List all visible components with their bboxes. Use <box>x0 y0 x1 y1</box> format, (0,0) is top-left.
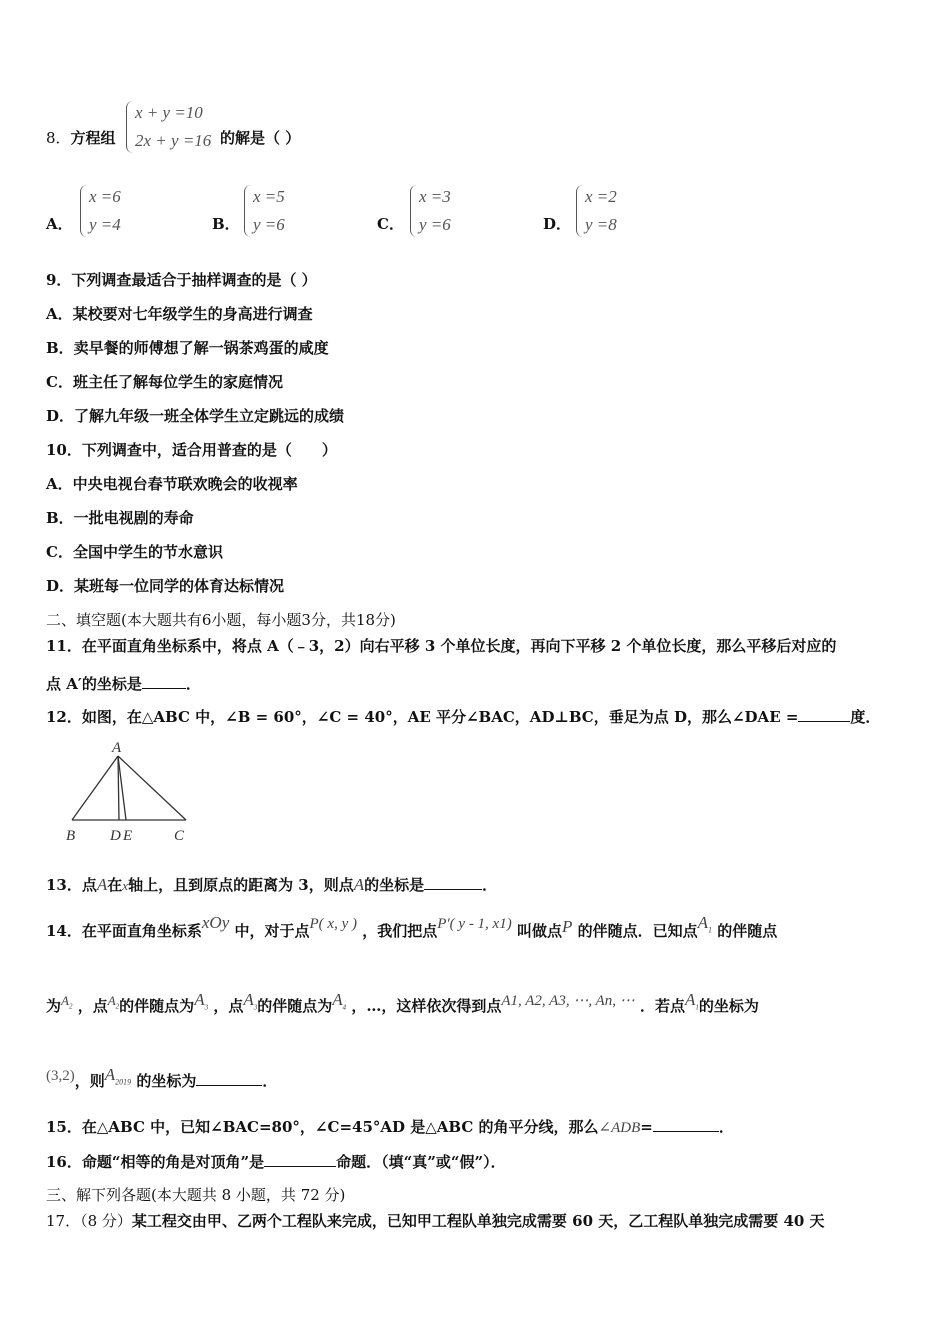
q8-option-b[interactable]: x =5 y =6 <box>244 183 285 239</box>
fig-label-e: E <box>123 828 133 844</box>
q10-option-c[interactable]: C．全国中学生的节水意识 <box>46 543 223 561</box>
q9-option-b[interactable]: B．卖早餐的师傅想了解一锅茶鸡蛋的咸度 <box>46 339 329 357</box>
q8-suffix: 的解是（ ） <box>220 129 301 147</box>
q17-text: 17．（8 分）某工程交由甲、乙两个工程队来完成，已知甲工程队单独完成需要 60 天，乙工程队单独完成需要 40 天 <box>46 1212 825 1230</box>
q8-stem: 8．方程组 <box>46 129 116 147</box>
q9-option-c[interactable]: C．班主任了解每位学生的家庭情况 <box>46 373 283 391</box>
q9-option-d[interactable]: D．了解九年级一班全体学生立定跳远的成绩 <box>46 407 345 425</box>
fig-label-b: B <box>66 828 76 844</box>
q12-answer-blank[interactable] <box>798 707 850 722</box>
q14-answer-blank[interactable] <box>196 1071 262 1086</box>
q14-line1: 14．在平面直角坐标系xOy 中，对于点P( x, y ) ，我们把点P′( y - 1, x1) 叫做点P 的伴随点．已知点$A_1$ 的伴随点 <box>46 913 778 940</box>
q8-option-c-label[interactable]: C． <box>377 215 404 233</box>
q8-option-b-label[interactable]: B． <box>212 215 240 233</box>
q8-system <box>126 99 211 155</box>
fig-label-c: C <box>174 828 185 844</box>
q10-stem: 10．下列调查中，适合用普查的是（ ） <box>46 441 337 459</box>
q10-option-a[interactable]: A．中央电视台春节联欢晚会的收视率 <box>46 475 298 493</box>
q8-option-a[interactable]: x =6 y =4 <box>80 183 121 239</box>
q8-eq2: 2x + y =16 <box>135 131 212 150</box>
q14-line2: 为$A_2$ ，点$A_2$的伴随点为$A_3$ ，点$A_3$的伴随点为$A_4$ ，…，这样依次得到点A1, A2, A3, ⋯, An, ⋯ ．若点$A_1$的坐标为 <box>46 990 759 1015</box>
q15-answer-blank[interactable] <box>653 1117 719 1132</box>
q10-option-d[interactable]: D．某班每一位同学的体育达标情况 <box>46 577 285 595</box>
q15-text: 15．在△ABC 中，已知∠BAC=80°，∠C=45°AD 是△ABC 的角平分线，那么∠ADB= ． <box>46 1118 734 1136</box>
section-3-heading: 三、解下列各题(本大题共 8 小题，共 72 分) <box>46 1186 346 1204</box>
q16-text: 16．命题“相等的角是对顶角”是 命题．（填“真”或“假”）． <box>46 1153 506 1171</box>
q16-answer-blank[interactable] <box>264 1152 336 1167</box>
q9-stem: 9．下列调查最适合于抽样调查的是（ ） <box>46 271 317 289</box>
q11-line2: 点 A′的坐标是 ． <box>46 675 201 693</box>
fig-label-d: D <box>110 828 121 844</box>
triangle-figure <box>60 738 200 848</box>
q10-option-b[interactable]: B．一批电视剧的寿命 <box>46 509 194 527</box>
q13-text: 13．点A在x轴上，且到原点的距离为 3，则点A的坐标是 ． <box>46 875 498 894</box>
q8-eq1: x + y =10 <box>135 103 203 122</box>
q8-option-d-label[interactable]: D． <box>543 215 572 233</box>
q13-answer-blank[interactable] <box>424 875 482 890</box>
fig-label-a: A <box>112 740 122 756</box>
q8-option-d[interactable]: x =2 y =8 <box>576 183 617 239</box>
q14-line3: (3,2)，则$A_{2019}$ 的坐标为 ． <box>46 1065 278 1090</box>
q12-text: 12．如图，在△ABC 中，∠B = 60°，∠C = 40°，AE 平分∠BAC，AD⊥BC，垂足为点 D，那么∠DAE = 度． <box>46 708 881 726</box>
q11-line1: 11．在平面直角坐标系中，将点 A（﹣3，2）向右平移 3 个单位长度，再向下平移 2 个单位长度，那么平移后对应的 <box>46 637 837 655</box>
q9-option-a[interactable]: A．某校要对七年级学生的身高进行调查 <box>46 305 313 323</box>
q8-option-a-label[interactable]: A． <box>46 215 73 233</box>
section-2-heading: 二、填空题(本大题共有6小题，每小题3分，共18分) <box>46 611 396 629</box>
q11-answer-blank[interactable] <box>142 674 186 689</box>
q8-option-c[interactable]: x =3 y =6 <box>410 183 451 239</box>
